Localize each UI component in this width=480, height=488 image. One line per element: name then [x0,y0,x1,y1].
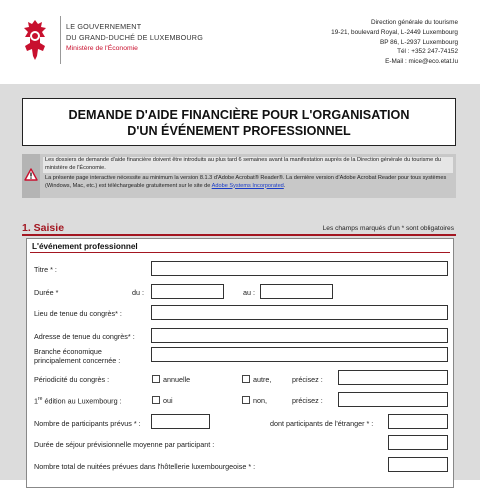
etranger-label: dont participants de l'étranger * : [270,419,374,428]
duree-label: Durée * [34,288,59,297]
oui-checkbox[interactable] [152,396,160,404]
page-title [22,98,456,146]
title-line-2: D'UN ÉVÉNEMENT PROFESSIONNEL [127,123,351,138]
lieu-label: Lieu de tenue du congrès* : [34,309,122,318]
notice-icon-column [22,154,40,198]
contact-line: Direction générale du tourisme [370,19,458,26]
title-line-1: DEMANDE D'AIDE FINANCIÈRE POUR L'ORGANISATION [68,108,410,122]
ministry-name: Ministère de l'Économie [66,45,138,52]
non-label: non, [253,396,267,405]
premiere-edition-text: édition au Luxembourg : [42,396,122,406]
section-divider [22,234,456,236]
contact-email: E-Mail : mice@eco.etat.lu [385,58,458,66]
contact-block [331,18,458,67]
date-from-label: du : [132,288,144,297]
autre-checkbox[interactable] [242,375,250,383]
gov-line-1: LE GOUVERNEMENT [66,22,142,31]
section-title: 1. Saisie [22,222,65,234]
gov-line-2: DU GRAND-DUCHÉ DE LUXEMBOURG [66,33,203,42]
panel-title: L'événement professionnel [32,242,138,251]
required-fields-note: Les champs marqués d'un * sont obligatoires [322,225,454,232]
annuelle-label: annuelle [163,375,191,384]
contact-line: Tél : +352 247-74152 [397,48,458,56]
adobe-link[interactable]: Adobe Systems Incorporated [211,182,284,189]
notice-reader-text: La présente page interactive nécessite au minimum la version 8.1.3 d'Adobe Acrobat® Reader®. La dernière version d'Adobe Acrobat Reader pour tous systèmes (Windows, Mac, etc.) est téléchargeable gratuitement sur le site de [45,175,447,189]
notice-link-suffix: . [283,182,286,189]
lieu-input[interactable] [151,305,448,320]
nuitees-label: Nombre total de nuitées prévues dans l'hôtellerie luxembourgeoise * : [34,462,256,471]
branche-label-line-2: principalement concernée : [34,356,121,365]
branche-input[interactable] [151,347,448,362]
header [0,0,480,84]
titre-label: Titre * : [34,265,57,274]
periodicite-label: Périodicité du congrès : [34,375,110,384]
edition-precisez-input[interactable] [338,392,448,407]
non-checkbox[interactable] [242,396,250,404]
notice-box [22,154,456,198]
date-to-input[interactable] [260,284,333,299]
nuitees-input[interactable] [388,457,448,472]
sejour-input[interactable] [388,435,448,450]
luxembourg-lion-logo-icon [18,18,52,62]
contact-line: BP 86, L-2937 Luxembourg [379,38,458,46]
branche-label-line-1: Branche économique [34,347,102,356]
premiere-edition-superscript: re [38,396,43,402]
logo-divider [60,16,61,64]
premiere-edition-number: 1 [34,396,38,406]
contact-line: 19-21, boulevard Royal, L-2449 Luxembourg [331,28,458,36]
participants-label: Nombre de participants prévus * : [34,419,141,428]
etranger-input[interactable] [388,414,448,429]
periodicite-precisez-label: précisez : [292,375,323,384]
sejour-label: Durée de séjour prévisionnelle moyenne par participant : [34,440,215,449]
oui-label: oui [163,396,173,405]
date-to-label: au : [243,288,255,297]
date-from-input[interactable] [151,284,224,299]
periodicite-precisez-input[interactable] [338,370,448,385]
participants-input[interactable] [151,414,210,429]
edition-precisez-label: précisez : [292,396,323,405]
autre-label: autre, [253,375,272,384]
panel-divider [30,252,450,253]
warning-icon [24,168,38,181]
titre-input[interactable] [151,261,448,276]
notice-text-deadline: Les dossiers de demande d'aide financière doivent être introduits au plus tard 6 semaines avant la manifestation auprès de la Direction générale du tourisme du ministère de l'Économie. [43,157,453,173]
notice-text-reader [43,175,453,190]
annuelle-checkbox[interactable] [152,375,160,383]
adresse-label: Adresse de tenue du congrès* : [34,332,135,341]
premiere-edition-label [34,396,122,405]
adresse-input[interactable] [151,328,448,343]
